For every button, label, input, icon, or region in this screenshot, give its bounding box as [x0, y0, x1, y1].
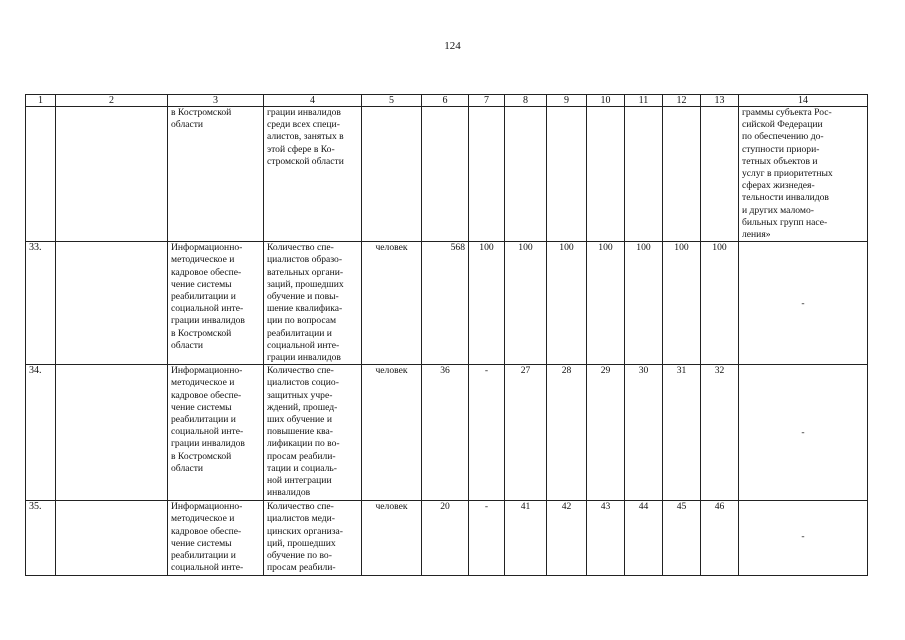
- header-cell: 9: [547, 95, 587, 107]
- value-cell: 100: [625, 242, 663, 365]
- value-cell: 100: [547, 242, 587, 365]
- note-cell: [739, 501, 868, 576]
- value-cell: -: [469, 501, 505, 576]
- note-dash: -: [801, 531, 805, 543]
- indicator-cell: Количество спе- циалистов образо- вательных органи- заций, прошедших обучение и повы- шение квалифика- ции по вопросам реабилитации и социальной инте- грации инвалидов: [264, 242, 362, 365]
- value-cell: 27: [505, 365, 547, 501]
- empty-cell: [625, 107, 663, 242]
- empty-cell: [56, 365, 168, 501]
- empty-cell: [56, 107, 168, 242]
- header-cell: 6: [422, 95, 469, 107]
- value-cell: 100: [701, 242, 739, 365]
- unit-cell: человек: [362, 501, 422, 576]
- header-cell: 5: [362, 95, 422, 107]
- note-dash: -: [801, 427, 805, 439]
- header-cell: 10: [587, 95, 625, 107]
- value-cell: 100: [663, 242, 701, 365]
- program-cell: Информационно- методическое и кадровое обеспе- чение системы реабилитации и социальной инте- грации инвалидов в Костромской области: [168, 242, 264, 365]
- header-cell: 12: [663, 95, 701, 107]
- value-cell: 31: [663, 365, 701, 501]
- empty-cell: [663, 107, 701, 242]
- value-cell: 42: [547, 501, 587, 576]
- empty-cell: [422, 107, 469, 242]
- row-number-cell: [26, 107, 56, 242]
- table-row: [26, 365, 868, 501]
- header-cell: 2: [56, 95, 168, 107]
- program-cell: Информационно- методическое и кадровое обеспе- чение системы реабилитации и социальной инте-: [168, 501, 264, 576]
- table-row: [26, 501, 868, 576]
- value-cell: 100: [587, 242, 625, 365]
- header-cell: 4: [264, 95, 362, 107]
- indicators-table: [25, 94, 868, 576]
- header-cell: 14: [739, 95, 868, 107]
- row-number-cell: 34.: [26, 365, 56, 501]
- unit-cell: человек: [362, 242, 422, 365]
- value-cell: 29: [587, 365, 625, 501]
- value-cell: 100: [505, 242, 547, 365]
- value-cell: -: [469, 365, 505, 501]
- empty-cell: [701, 107, 739, 242]
- column-number-row: [26, 95, 868, 107]
- page-number: 124: [444, 40, 461, 52]
- empty-cell: [505, 107, 547, 242]
- note-dash: -: [801, 298, 805, 310]
- note-cell: [739, 242, 868, 365]
- value-cell: 568: [422, 242, 469, 365]
- continuation-row: [26, 107, 868, 242]
- value-cell: 30: [625, 365, 663, 501]
- empty-cell: [56, 501, 168, 576]
- row-number-cell: 35.: [26, 501, 56, 576]
- value-cell: 45: [663, 501, 701, 576]
- header-cell: 8: [505, 95, 547, 107]
- header-cell: 1: [26, 95, 56, 107]
- unit-cell: человек: [362, 365, 422, 501]
- value-cell: 46: [701, 501, 739, 576]
- program-cell: Информационно- методическое и кадровое обеспе- чение системы реабилитации и социальной инте- грации инвалидов в Костромской области: [168, 365, 264, 501]
- value-cell: 36: [422, 365, 469, 501]
- header-cell: 3: [168, 95, 264, 107]
- indicator-cell: Количество спе- циалистов социо- защитных учре- ждений, прошед- ших обучение и повышение ква- лификации по во- просам реабили- тации и социаль- ной интеграции инвалидов: [264, 365, 362, 501]
- program-cell: в Костромской области: [168, 107, 264, 242]
- empty-cell: [56, 242, 168, 365]
- value-cell: 41: [505, 501, 547, 576]
- note-cell: [739, 365, 868, 501]
- indicator-cell: грации инвалидов среди всех специ- алистов, занятых в этой сфере в Ко- стромской области: [264, 107, 362, 242]
- note-cell: граммы субъекта Рос- сийской Федерации по обеспечению до- ступности приори- тетных объектов и услуг в приоритетных сферах жизнедея- тельности инвалидов и других маломо- бильных групп насе- ления»: [739, 107, 868, 242]
- indicator-cell: Количество спе- циалистов меди- цинских организа- ций, прошедших обучение по во- просам реабили-: [264, 501, 362, 576]
- header-cell: 13: [701, 95, 739, 107]
- value-cell: 43: [587, 501, 625, 576]
- header-cell: 7: [469, 95, 505, 107]
- value-cell: 20: [422, 501, 469, 576]
- value-cell: 44: [625, 501, 663, 576]
- empty-cell: [547, 107, 587, 242]
- empty-cell: [362, 107, 422, 242]
- value-cell: 32: [701, 365, 739, 501]
- table-row: [26, 242, 868, 365]
- header-cell: 11: [625, 95, 663, 107]
- row-number-cell: 33.: [26, 242, 56, 365]
- empty-cell: [587, 107, 625, 242]
- empty-cell: [469, 107, 505, 242]
- value-cell: 100: [469, 242, 505, 365]
- value-cell: 28: [547, 365, 587, 501]
